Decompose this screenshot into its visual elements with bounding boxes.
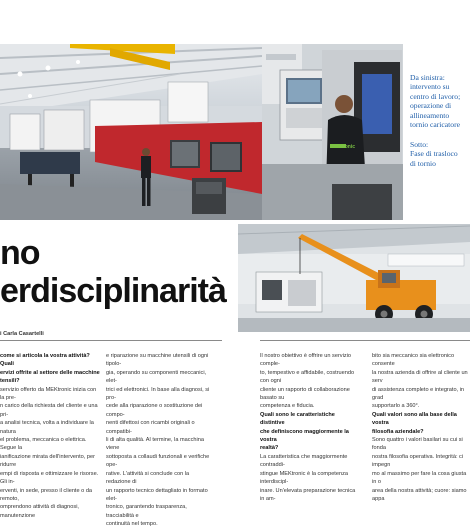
body-line: la nostra azienda di offrire al cliente un serv — [372, 369, 468, 385]
question-line: Quali sono le caratteristiche distintive — [260, 411, 335, 427]
body-line: trici ed elettronici. In base alla diagnosi, si pro- — [106, 386, 210, 402]
question-line: tensili? — [0, 378, 20, 385]
caption-line: Da sinistra: — [410, 73, 445, 82]
caption-line: operazione di — [410, 101, 452, 111]
body-line: to, tempestivo e affidabile, costruendo con ogni — [260, 369, 355, 385]
body-line: continuità nel tempo. — [106, 521, 158, 528]
body-line: a analisi tecnica, volta a individuare la natura — [0, 420, 94, 435]
caption-line: intervento su — [410, 82, 450, 92]
factory-photo — [0, 44, 262, 220]
body-line: cliente un rapporto di collaborazione basato su — [260, 386, 350, 402]
body-line: erventi, in sede, presso il cliente o da remoto, — [0, 487, 93, 502]
operator-photo — [262, 44, 403, 220]
caption-line: Sotto: — [410, 140, 429, 149]
body-line: nenti difettosi con ricambi originali o compatibi- — [106, 420, 195, 435]
question-line: filosofia aziendale? — [372, 428, 424, 435]
text-column-4 — [372, 352, 470, 503]
headline-line-2: erdisciplinarità — [0, 272, 226, 310]
byline: i Carla Casartelli — [0, 331, 44, 337]
body-line: tronico, garantendo trasparenza, tracciabilità e — [106, 504, 187, 519]
body-line: e riparazione su macchine utensili di ogni tipolo- — [106, 353, 209, 368]
headline-line-1: no — [0, 234, 40, 272]
caption-line: allineamento — [410, 110, 450, 120]
divider-left — [0, 340, 222, 341]
body-line: nostra filosofia operativa. Integrità: ci impegn — [372, 453, 464, 469]
question-line: che definiscono maggiormente la vostra — [260, 428, 349, 444]
body-line: rative. L'attività si conclude con la redazione di — [106, 470, 190, 486]
body-line: n carico della richiesta del cliente e una pri- — [0, 403, 98, 418]
photo-caption-top — [410, 73, 470, 129]
machine-brand-label: MEKtronic — [330, 144, 355, 150]
body-line: un rapporto tecnico dettagliato in formato elet- — [106, 487, 208, 502]
body-line: stingue MEKtronic è la competenza interdiscipl- — [260, 470, 348, 486]
text-column-3 — [260, 352, 360, 503]
body-line: li di alta qualità. Al termine, la macchina viene — [106, 437, 204, 452]
question-line: come si articola la vostra attività? Quali — [0, 353, 90, 368]
body-line: omprendono attività di diagnosi, manutenzione — [0, 504, 79, 519]
body-line: servizio offerto da MEKtronic inizia con la pre- — [0, 386, 97, 402]
photo-caption-bottom — [410, 140, 470, 168]
caption-line: di tornio — [410, 158, 436, 168]
body-line: di assistenza completo e integrato, in grad — [372, 386, 465, 402]
body-line: cede alla riparazione o sostituzione dei compo- — [106, 403, 203, 418]
body-line: Il nostro obiettivo è offrire un servizio comple- — [260, 353, 351, 368]
body-line: sottoposta a collaudi funzionali e verifiche ope- — [106, 453, 210, 469]
text-column-2 — [106, 352, 212, 529]
body-line: area della nostra attività; cuore: siamo appa — [372, 487, 467, 502]
crane-photo — [238, 224, 470, 332]
body-line: bito sia meccanico sia elettronico consente — [372, 353, 455, 368]
question-line: realtà? — [260, 445, 279, 452]
body-line: ianificazione mirata dell'intervento, per ridurre — [0, 453, 95, 469]
body-line: supportarlo a 360°. — [372, 403, 420, 410]
caption-line: centro di lavoro; — [410, 91, 461, 101]
body-line: inare. Un'elevata preparazione tecnica in am- — [260, 487, 356, 502]
question-line: Quali valori sono alla base della vostra — [372, 411, 457, 427]
body-line: mo al massimo per fare la cosa giusta in o — [372, 470, 467, 486]
body-line: empi di risposta e ottimizzare le risorse. Gli in- — [0, 470, 99, 486]
caption-line: tornio caricatore — [410, 120, 460, 130]
body-line: el problema, meccanica o elettrica. Segue la — [0, 437, 87, 452]
divider-right — [260, 340, 470, 341]
body-line: gia, operando su componenti meccanici, elet- — [106, 369, 207, 385]
question-line: ervizi offrite al settore delle macchine — [0, 369, 100, 376]
body-line: Sono quattro i valori basilari su cui si fonda — [372, 437, 463, 452]
body-line: La caratteristica che maggiormente contraddi- — [260, 453, 348, 469]
text-column-1 — [0, 352, 100, 520]
caption-line: Fase di trasloco — [410, 149, 458, 159]
body-line: competenza e fiducia. — [260, 403, 315, 410]
